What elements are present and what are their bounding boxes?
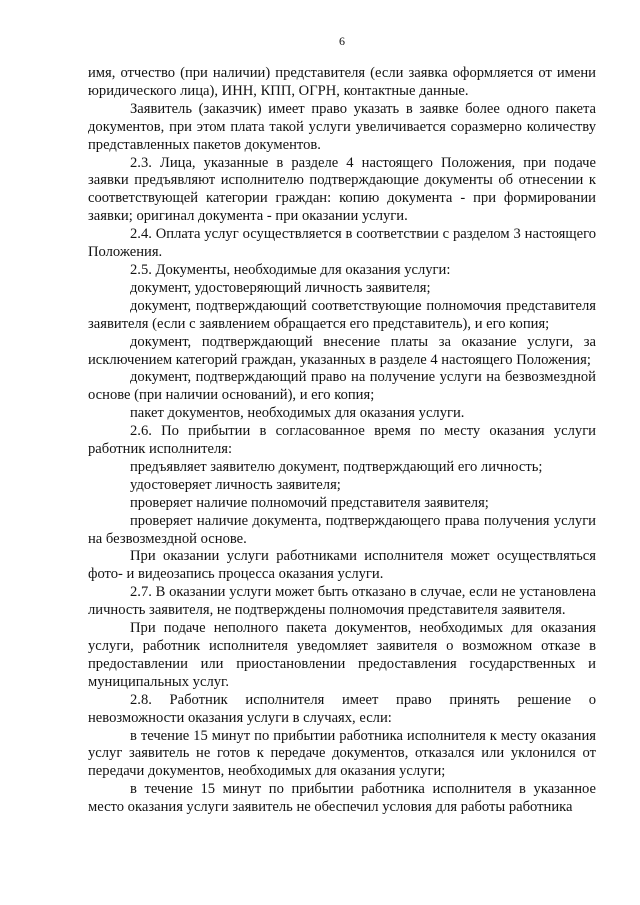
list-item-checks-authority: проверяет наличие полномочий представителя заявителя; [130, 494, 489, 511]
paragraph-2-4: 2.4. Оплата услуг осуществляется в соответствии с разделом 3 настоящего Положения. [88, 226, 596, 261]
paragraph-2-8: 2.8. Работник исполнителя имеет право принять решение о невозможности оказания услуги в случаях, если: [88, 691, 596, 726]
paragraph-2-7: 2.7. В оказании услуги может быть отказано в случае, если не установлена личность заявителя, не подтверждены полномочия представителя заявителя. [88, 584, 596, 619]
list-item-verifies-identity: удостоверяет личность заявителя; [130, 476, 341, 493]
paragraph-multiple-packages: Заявитель (заказчик) имеет право указать в заявке более одного пакета документов, при этом плата такой услуги увеличивается соразмерно количеству представленных пакетов документов. [88, 100, 596, 153]
list-item-free-service-document: документ, подтверждающий право на получение услуги на безвозмездной основе (при наличии оснований), и его копия; [88, 369, 596, 404]
paragraph-2-5: 2.5. Документы, необходимые для оказания услуги: [130, 261, 451, 278]
paragraph-photo-video: При оказании услуги работниками исполнителя может осуществляться фото- и видеозапись процесса оказания услуги. [88, 548, 596, 583]
paragraph-incomplete-package: При подаче неполного пакета документов, необходимых для оказания услуги, работник исполнителя уведомляет заявителя о возможном отказе в предоставлении или приостановлении предоставления государственных и муниципальных услуг. [88, 620, 596, 690]
list-item-checks-free-right: проверяет наличие документа, подтверждающего права получения услуги на безвозмездной основе. [88, 512, 596, 547]
list-item-authority-document: документ, подтверждающий соответствующие полномочия представителя заявителя (если с заявлением обращается его представитель), и его копия; [88, 297, 596, 332]
list-item-document-package: пакет документов, необходимых для оказания услуги. [130, 405, 465, 422]
list-item-presents-id: предъявляет заявителю документ, подтверждающий его личность; [130, 458, 543, 475]
list-item-not-ready: в течение 15 минут по прибытии работника исполнителя к месту оказания услуг заявитель не готов к передаче документов, отказался или уклонился от передачи документов, необходимых для оказания услуги; [88, 727, 596, 780]
list-item-identity-document: документ, удостоверяющий личность заявителя; [130, 279, 431, 296]
paragraph-contact-details: имя, отчество (при наличии) представителя (если заявка оформляется от имени юридического лица), ИНН, КПП, ОГРН, контактные данные. [88, 65, 596, 99]
page-number: 6 [339, 34, 345, 48]
list-item-payment-document: документ, подтверждающий внесение платы за оказание услуги, за исключением категорий граждан, указанных в разделе 4 настоящего Положения; [88, 333, 596, 368]
list-item-no-conditions: в течение 15 минут по прибытии работника исполнителя в указанное место оказания услуги заявитель не обеспечил условия для работы работника [88, 781, 596, 816]
paragraph-2-6: 2.6. По прибытии в согласованное время по месту оказания услуги работник исполнителя: [88, 423, 596, 458]
paragraph-2-3: 2.3. Лица, указанные в разделе 4 настоящего Положения, при подаче заявки предъявляют исполнителю подтверждающие документы об отнесении к соответствующей категории граждан: копию документа - при формировании заявки; оригинал документа - при оказании услуги. [88, 154, 596, 225]
